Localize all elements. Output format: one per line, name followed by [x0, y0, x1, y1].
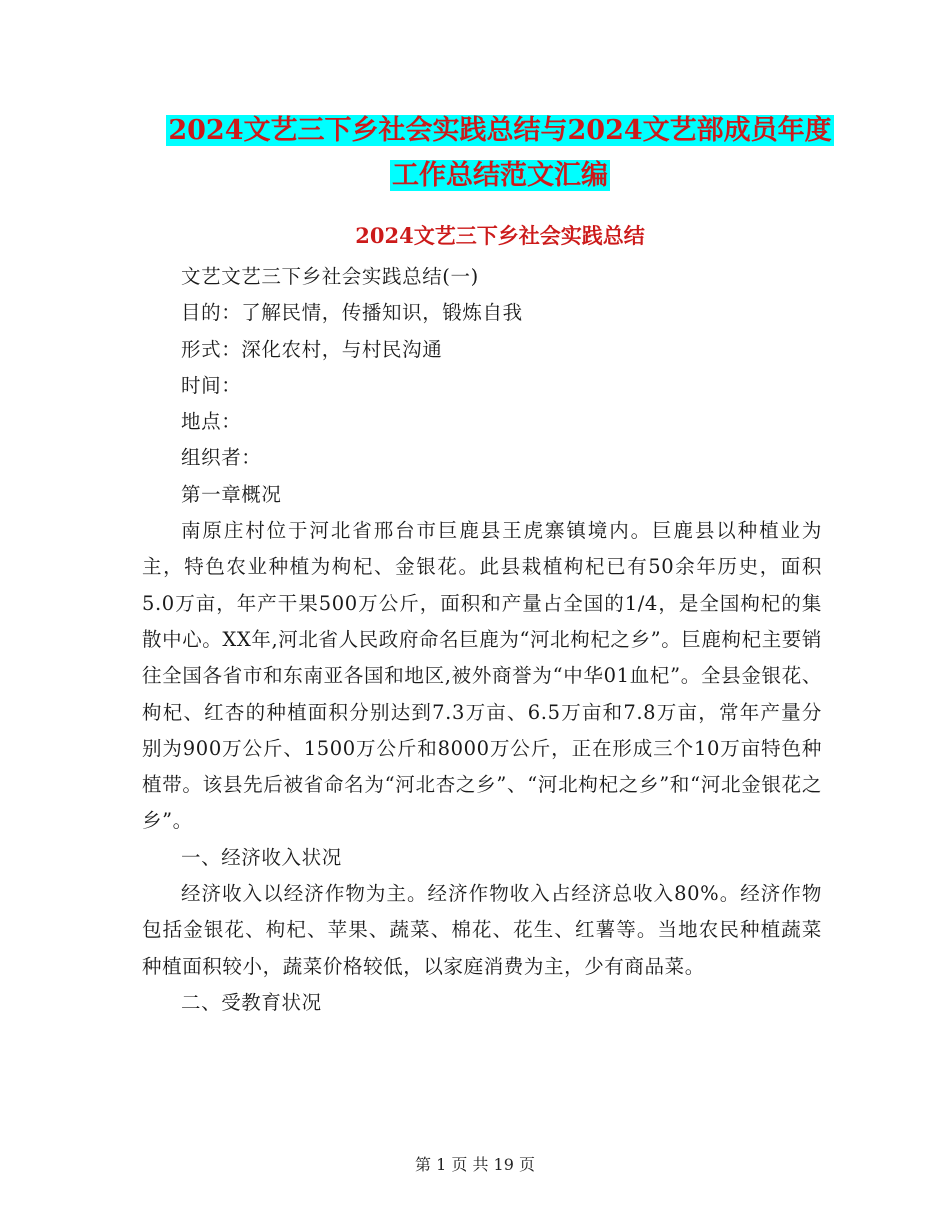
page-footer: 第 1 页 共 19 页: [415, 1155, 535, 1174]
document-body: [142, 259, 822, 1021]
title-highlight: 工作总结范文汇编: [392, 160, 608, 191]
document-title-line-1: [140, 108, 860, 153]
paragraph: 文艺文艺三下乡社会实践总结(一): [181, 265, 479, 288]
paragraph: 形式：深化农村，与村民沟通: [181, 337, 443, 361]
paragraph: 经济收入以经济作物为主。经济作物收入占经济总收入80%。经济作物包括金银花、枸杞、苹果、蔬菜、棉花、花生、红薯等。当地农民种植蔬菜种植面积较小，蔬菜价格较低，以家庭消费为主，少有商品菜。: [142, 882, 822, 978]
paragraph: 南原庄村位于河北省邢台市巨鹿县王虎寨镇境内。巨鹿县以种植业为主，特色农业种植为枸杞、金银花。此县栽植枸杞已有50余年历史，面积5.0万亩，年产干果500万公斤，面积和产量占全国的1/4，是全国枸杞的集散中心。XX年,河北省人民政府命名巨鹿为“河北枸杞之乡”。巨鹿枸杞主要销往全国各省市和东南亚各国和地区,被外商誉为“中华01血杞”。全县金银花、枸杞、红杏的种植面积分别达到7.3万亩、6.5万亩和7.8万亩，常年产量分别为900万公斤、1500万公斤和8000万公斤，正在形成三个10万亩特色种植带。该县先后被省命名为“河北杏之乡”、“河北枸杞之乡”和“河北金银花之乡”。: [142, 519, 823, 833]
document-title-line-2: [140, 153, 860, 198]
section-title: 2024文艺三下乡社会实践总结: [355, 223, 645, 248]
paragraph: 目的：了解民情，传播知识，锻炼自我: [181, 301, 523, 325]
paragraph: 时间：: [181, 373, 242, 397]
paragraph: 二、受教育状况: [181, 990, 322, 1014]
paragraph: 第一章概况: [181, 482, 282, 506]
paragraph: 组织者：: [181, 446, 262, 470]
paragraph: 地点：: [181, 410, 242, 434]
paragraph: 一、经济收入状况: [181, 845, 342, 869]
title-highlight: 2024文艺三下乡社会实践总结与2024文艺部成员年度: [168, 115, 832, 146]
